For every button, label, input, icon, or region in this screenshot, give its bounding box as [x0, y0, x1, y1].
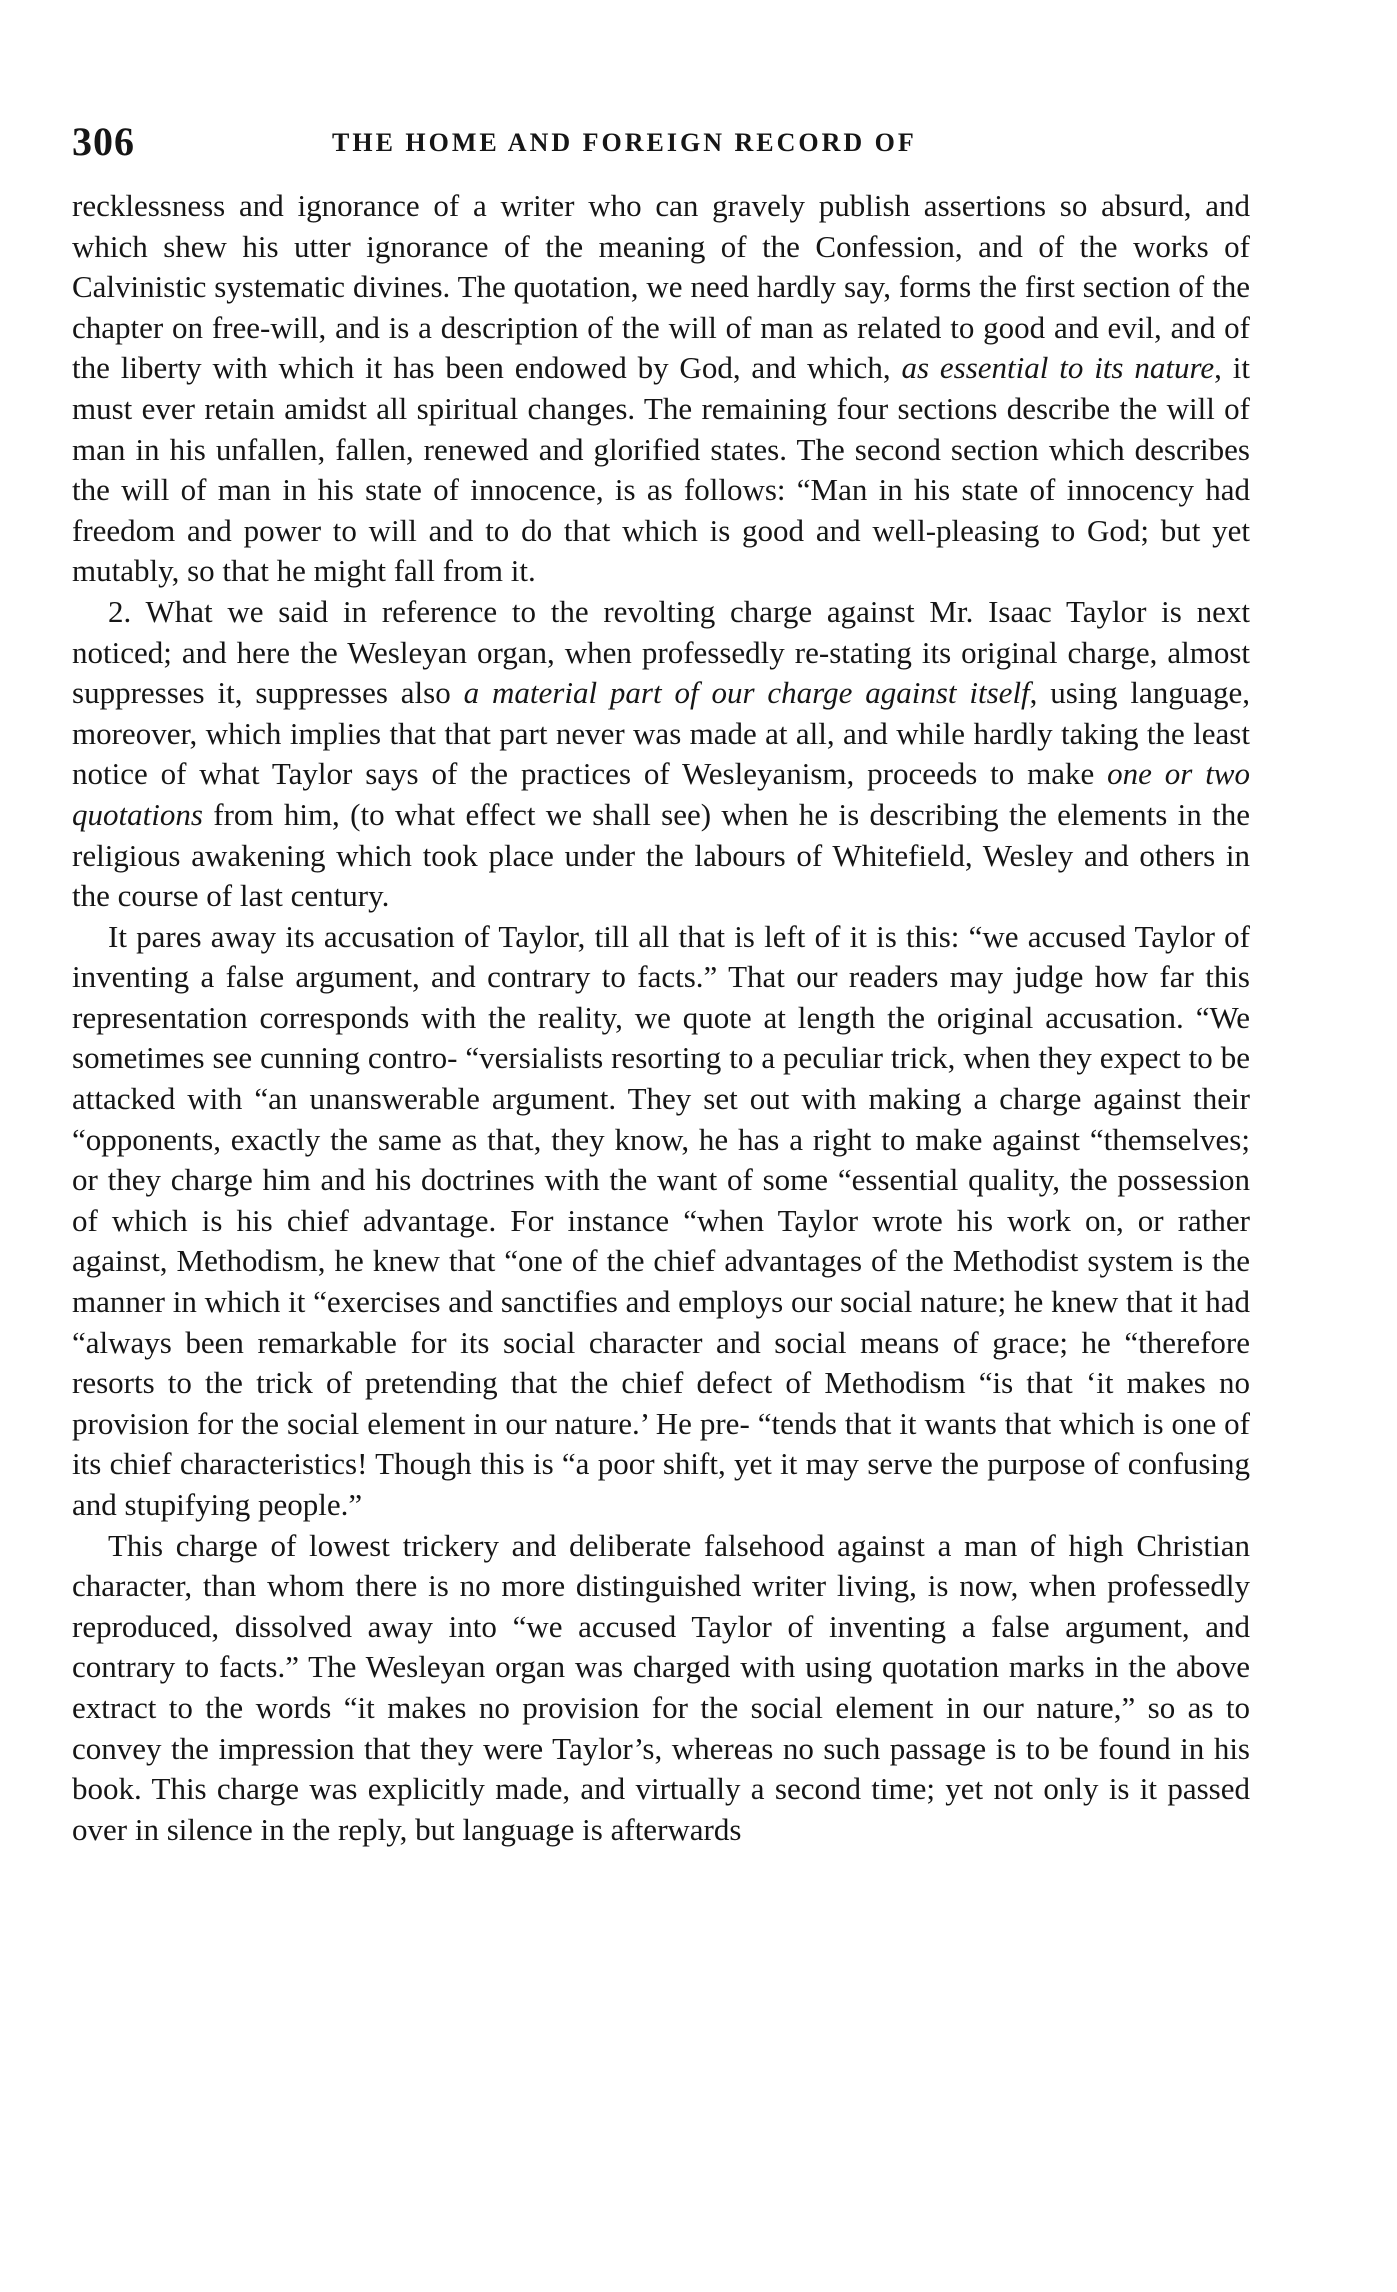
text-span: , it must ever retain amidst all spiritual changes. The remaining four sections describe the will of man in his unfallen, fallen, renewed and glorified states. The second section which describes the will of man in his state of innocence, is as follows: “Man in his state of innocency had freedom and power to will and to do that which is good and well-pleasing to God; but yet mutably, so that he might fall from it.	[72, 350, 1250, 589]
text-span: It pares away its accusation of Taylor, till all that is left of it is this: “we accused Taylor of inventing a false argument, and contrary to facts.” That our readers may judge how far this representation corresponds with the reality, we quote at length the original accusation. “We sometimes see cunning contro- “versialists resorting to a peculiar trick, when they expect to be attacked with “an unanswerable argument. They set out with making a charge against their “opponents, exactly the same as that, they know, he has a right to make against “themselves; or they charge him and his doctrines with the want of some “essential quality, the possession of which is his chief advantage. For instance “when Taylor wrote his work on, or rather against, Methodism, he knew that “one of the chief advantages of the Methodist system is the manner in which it “exercises and sanctifies and employs our social nature; he knew that it had “always been remarkable for its social character and social means of grace; he “therefore resorts to the trick of pretending that the chief defect of Methodism “is that ‘it makes no provision for the social element in our nature.’ He pre- “tends that it wants that which is one of its chief characteristics! Though this is “a poor shift, yet it may serve the purpose of confusing and stupifying people.”	[72, 918, 1250, 1522]
running-title: THE HOME AND FOREIGN RECORD OF	[332, 128, 917, 157]
text-span: This charge of lowest trickery and deliberate falsehood against a man of high Christian character, than whom there is no more distinguished writer living, is now, when professedly reproduced, dissolved away into “we accused Taylor of inventing a false argument, and contrary to facts.” The Wesleyan organ was charged with using quotation marks in the above extract to the words “it makes no provision for the social element in our nature,” so as to convey the impression that they were Taylor’s, whereas no such passage is to be found in his book. This charge was explicitly made, and virtually a second time; yet not only is it passed over in silence in the reply, but language is afterwards	[72, 1527, 1250, 1847]
italic-span: a material part of our charge against itself	[463, 675, 1030, 711]
text-span: , using language, moreover, which implies that that part never was made at all, and while hardly taking the least notice of what Taylor says of the practices of Wesleyanism, proceeds to make	[72, 675, 1250, 792]
page-header	[72, 118, 1250, 168]
page-number: 306	[72, 119, 135, 164]
paragraph-2	[72, 592, 1250, 917]
text-span: 2. What we said in reference to the revolting charge against Mr. Isaac Taylor is next noticed; and here the Wesleyan organ, when professedly re-stating its original charge, almost suppresses it, suppresses also	[72, 593, 1250, 711]
italic-span: as essential to its nature	[901, 350, 1215, 386]
italic-span: one or two quotations	[72, 756, 1250, 832]
text-span: from him, (to what effect we shall see) when he is describing the elements in the religious awakening which took place under the labours of Whitefield, Wesley and others in the course of last century.	[72, 796, 1250, 914]
paragraph-3	[72, 917, 1250, 1526]
paragraph-4	[72, 1526, 1250, 1851]
document-page	[72, 118, 1250, 1850]
body-text	[72, 186, 1250, 1850]
text-span: recklessness and ignorance of a writer who can gravely publish assertions so absurd, and which shew his utter ignorance of the meaning of the Confession, and of the works of Calvinistic systematic divines. The quotation, we need hardly say, forms the first section of the chapter on free-will, and is a description of the will of man as related to good and evil, and of the liberty with which it has been endowed by God, and which,	[72, 188, 1250, 386]
paragraph-1	[72, 186, 1250, 592]
